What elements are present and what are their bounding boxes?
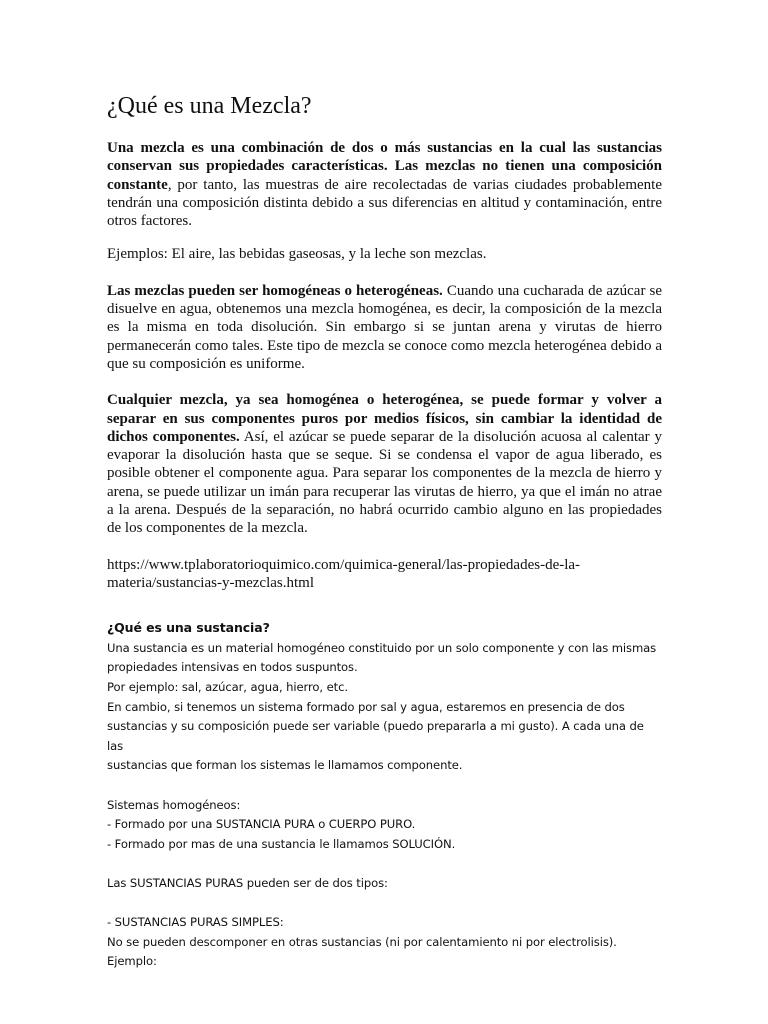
source-url-line1: https://www.tplaboratorioquimico.com/quimica-general/las-propiedades-de-la-: [107, 556, 581, 573]
simple-substances-title: - SUSTANCIAS PURAS SIMPLES:: [107, 915, 284, 930]
page-title: ¿Qué es una Mezcla?: [107, 93, 312, 119]
paragraph-definition-bold: Una mezcla es una combinación de dos o más sustancias en la cual las sustancias conservan sus propiedades características. Las mezclas no tienen una composición constante: [107, 140, 662, 193]
paragraph-examples: Ejemplos: El aire, las bebidas gaseosas, y la leche son mezclas.: [107, 246, 487, 263]
substance-section: [107, 618, 662, 972]
paragraph-types-bold: Las mezclas pueden ser homogéneas o heterogéneas.: [107, 282, 443, 299]
paragraph-types-text: Cuando una cucharada de azúcar se disuelve en agua, obtenemos una mezcla homogénea, es decir, la composición de la mezcla es la misma en toda disolución. Sin embargo si se juntan arena y virutas de hierro permanecerán como tales. Este tipo de mezcla se conoce como mezcla heterogénea debido a que su composición es uniforme.: [107, 282, 662, 372]
pure-types-line: Las SUSTANCIAS PURAS pueden ser de dos tipos:: [107, 875, 388, 890]
substance-line: Por ejemplo: sal, azúcar, agua, hierro, etc.: [107, 680, 348, 695]
paragraph-separation-text: Así, el azúcar se puede separar de la disolución acuosa al calentar y evaporar la disolución hasta que se seque. Si se condensa el vapor de agua liberado, es posible obtener el componente agua. Para separar los componentes de la mezcla de hierro y arena, se puede utilizar un imán para recuperar las virutas de hierro, ya que el imán no atrae a la arena. Después de la separación, no habrá ocurrido cambio alguno en las propiedades de los componentes de la mezcla.: [107, 428, 662, 537]
spacer: [107, 854, 662, 874]
substance-line: sustancias y su composición puede ser variable (puedo prepararla a mi gusto). A cada una de las: [107, 719, 644, 753]
substance-title: ¿Qué es una sustancia?: [107, 620, 270, 636]
paragraph-separation-bold: Cualquier mezcla, ya sea homogénea o heterogénea, se puede formar y volver a separar en sus componentes puros por medios físicos, sin cambiar la identidad de dichos componentes.: [107, 392, 662, 445]
simple-substances-desc: No se pueden descomponer en otras sustancias (ni por calentamiento ni por electrolisis). Ejemplo:: [107, 934, 617, 969]
substance-line: sustancias que forman los sistemas le llamamos componente.: [107, 758, 463, 773]
paragraph-definition-text: , por tanto, las muestras de aire recolectadas de varias ciudades probablemente tendrán una composición distinta debido a sus diferencias en altitud y contaminación, entre otros factores.: [107, 176, 662, 230]
paragraph-types: [107, 282, 662, 373]
systems-item: - Formado por mas de una sustancia le llamamos SOLUCIÓN.: [107, 836, 456, 851]
source-url-line2: materia/sustancias-y-mezclas.html: [107, 574, 315, 591]
spacer: [107, 894, 662, 914]
systems-item: - Formado por una SUSTANCIA PURA o CUERPO PURO.: [107, 817, 416, 832]
paragraph-separation: [107, 391, 662, 537]
substance-line: Una sustancia es un material homogéneo constituido por un solo componente y con las mismas: [107, 640, 657, 655]
substance-line: En cambio, si tenemos un sistema formado por sal y agua, estaremos en presencia de dos: [107, 699, 625, 714]
substance-line: propiedades intensivas en todos suspuntos.: [107, 660, 358, 675]
systems-title: Sistemas homogéneos:: [107, 797, 241, 812]
paragraph-definition: [107, 139, 662, 230]
spacer: [107, 776, 662, 796]
source-url[interactable]: [107, 556, 662, 593]
